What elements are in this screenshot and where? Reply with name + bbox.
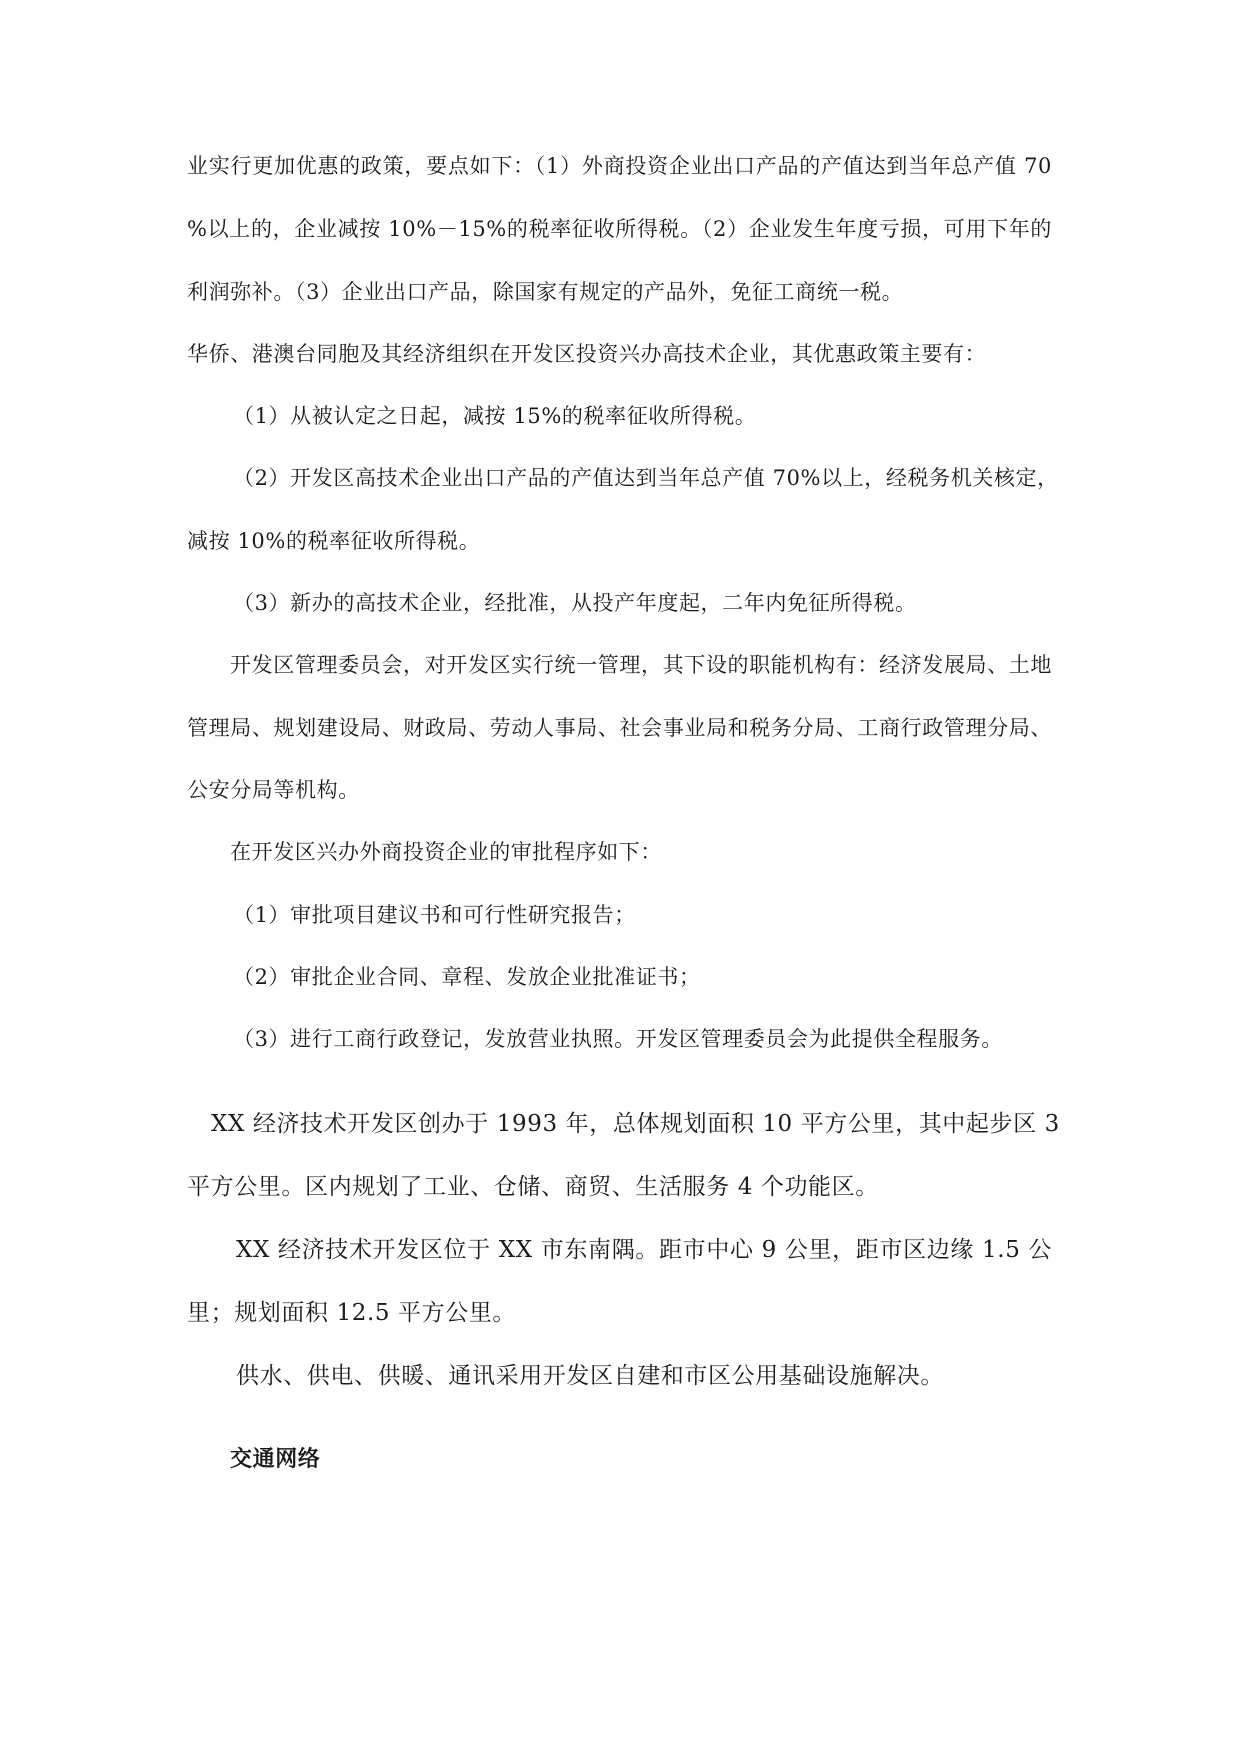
- paragraph-line: 利润弥补。（3）企业出口产品，除国家有规定的产品外，免征工商统一税。: [187, 280, 904, 304]
- paragraph-line: 管理局、规划建设局、财政局、劳动人事局、社会事业局和税务分局、工商行政管理分局、: [187, 716, 1052, 740]
- paragraph-line: 公安分局等机构。: [187, 778, 360, 802]
- paragraph-line: 华侨、港澳台同胞及其经济组织在开发区投资兴办高技术企业，其优惠政策主要有：: [187, 342, 987, 366]
- paragraph-line: 开发区管理委员会，对开发区实行统一管理，其下设的职能机构有：经济发展局、土地: [230, 653, 1052, 677]
- list-item: （3）进行工商行政登记，发放营业执照。开发区管理委员会为此提供全程服务。: [233, 1027, 1003, 1051]
- paragraph-line: %以上的，企业减按 10%－15%的税率征收所得税。（2）企业发生年度亏损，可用下年的: [187, 217, 1052, 241]
- list-item: （2）开发区高技术企业出口产品的产值达到当年总产值 70%以上，经税务机关核定，: [233, 466, 1059, 490]
- paragraph-line: XX 经济技术开发区创办于 1993 年，总体规划面积 10 平方公里，其中起步区 3: [211, 1111, 1060, 1137]
- paragraph-line: 里；规划面积 12.5 平方公里。: [187, 1300, 517, 1326]
- section-heading: 交通网络: [230, 1447, 321, 1472]
- list-item: （3）新办的高技术企业，经批准，从投产年度起，二年内免征所得税。: [233, 591, 917, 615]
- paragraph-line: 平方公里。区内规划了工业、仓储、商贸、生活服务 4 个功能区。: [187, 1174, 879, 1200]
- paragraph-line: 减按 10%的税率征收所得税。: [187, 529, 481, 553]
- list-item: （1）审批项目建议书和可行性研究报告；: [233, 903, 636, 927]
- paragraph-line: 在开发区兴办外商投资企业的审批程序如下：: [230, 840, 662, 864]
- paragraph-line: 业实行更加优惠的政策，要点如下：（1）外商投资企业出口产品的产值达到当年总产值 70: [187, 154, 1052, 178]
- list-item: （1）从被认定之日起，减按 15%的税率征收所得税。: [233, 404, 757, 428]
- paragraph-line: 供水、供电、供暖、通讯采用开发区自建和市区公用基础设施解决。: [236, 1363, 944, 1389]
- paragraph-line: XX 经济技术开发区位于 XX 市东南隅。距市中心 9 公里，距市区边缘 1.5 公: [236, 1237, 1052, 1263]
- list-item: （2）审批企业合同、章程、发放企业批准证书；: [233, 965, 701, 989]
